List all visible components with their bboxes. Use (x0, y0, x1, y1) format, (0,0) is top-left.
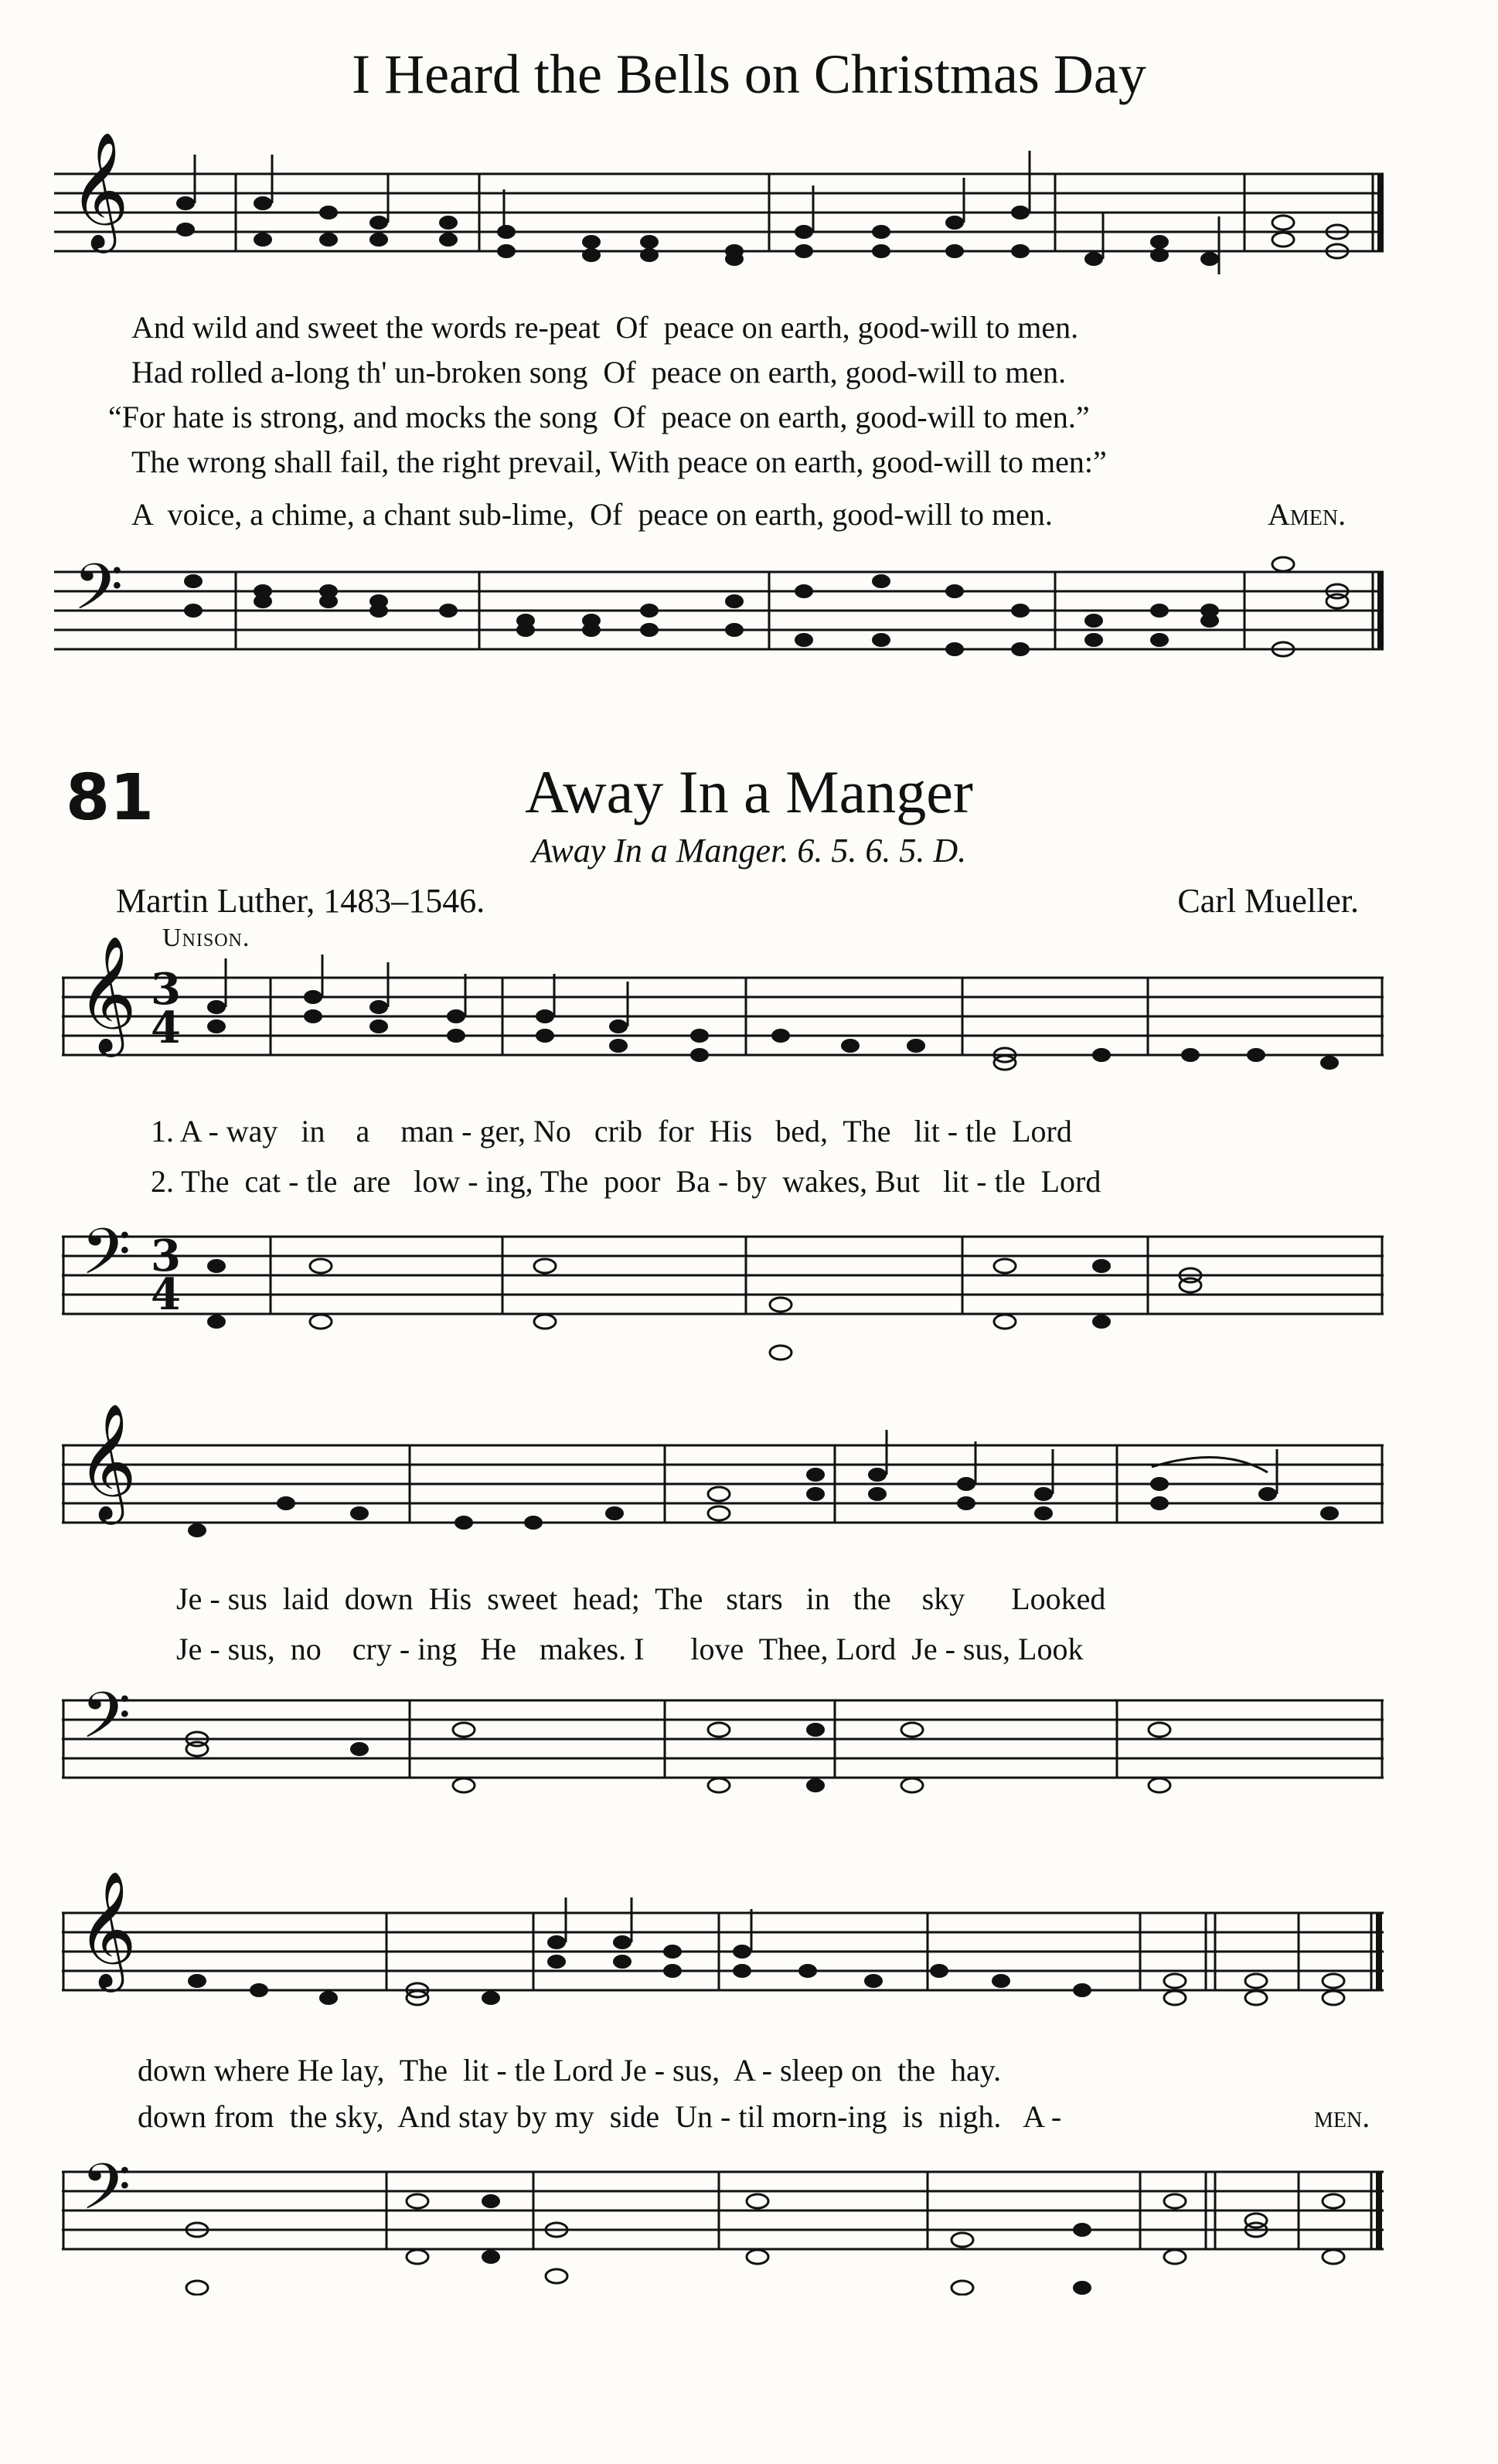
hymn-title: Away In a Manger (525, 758, 973, 825)
lyric-line: Je - sus laid down His sweet head; The stars in the sky Looked (176, 1581, 1106, 1616)
lyric-line: down from the sky, And stay by my side Un - til morn-ing is nigh. A - (138, 2099, 1070, 2134)
system-2-treble-staff (62, 1402, 1384, 1546)
system-3-treble-staff (62, 1870, 1384, 2013)
bass-clef-icon: 𝄢 (81, 2149, 131, 2240)
previous-hymn-title: I Heard the Bells on Christmas Day (352, 43, 1146, 105)
treble-clef-icon: 𝄞 (77, 1870, 137, 1987)
amen-label: Amen. (1268, 497, 1346, 532)
time-signature-icon: 3 4 (151, 964, 181, 1054)
previous-hymn-treble-staff (54, 131, 1384, 274)
bass-staff-lines (62, 2141, 1384, 2296)
hymn-number: 81 (66, 761, 155, 835)
lyric-line: “For hate is strong, and mocks the song Of peace on earth, good-will to men.” (108, 400, 1090, 434)
lyric-line: 2. The cat - tle are low - ing, The poor Ba - by wakes, But lit - tle Lord (151, 1164, 1101, 1199)
treble-staff-lines (62, 1414, 1384, 1546)
system-3-bass-staff (62, 2141, 1384, 2296)
previous-hymn-bass-staff (54, 541, 1384, 680)
system-1-bass-staff (62, 1206, 1384, 1368)
treble-staff-lines (54, 143, 1384, 274)
lyric-line: The wrong shall fail, the right prevail, With peace on earth, good-will to men:” (131, 444, 1107, 479)
composer: Carl Mueller. (1177, 882, 1359, 920)
amen-label: men. (1314, 2099, 1370, 2134)
bass-clef-icon: 𝄢 (81, 1214, 131, 1305)
treble-clef-icon: 𝄞 (77, 934, 137, 1052)
lyric-line: Had rolled a-long th' un-broken song Of peace on earth, good-will to men. (131, 355, 1067, 390)
lyric-line: 1. A - way in a man - ger, No crib for His bed, The lit - tle Lord (151, 1114, 1072, 1149)
bass-staff-lines (62, 1669, 1384, 1809)
treble-staff-lines (62, 1882, 1384, 2013)
treble-clef-icon: 𝄞 (77, 1402, 137, 1520)
time-signature-icon: 3 4 (151, 1230, 181, 1321)
lyric-line: A voice, a chime, a chant sub-lime, Of peace on earth, good-will to men. (131, 497, 1053, 532)
author: Martin Luther, 1483–1546. (116, 882, 485, 920)
system-2-bass-staff (62, 1669, 1384, 1809)
bass-clef-icon: 𝄢 (81, 1678, 131, 1768)
tune-meter: Away In a Manger. 6. 5. 6. 5. D. (531, 832, 967, 870)
bass-clef-icon: 𝄢 (73, 550, 124, 640)
treble-staff-lines (62, 947, 1384, 1078)
lyric-line: And wild and sweet the words re-peat Of peace on earth, good-will to men. (131, 310, 1079, 345)
bass-staff-lines (54, 541, 1384, 680)
treble-clef-icon: 𝄞 (70, 131, 129, 248)
lyric-line: Je - sus, no cry - ing He makes. I love Thee, Lord Je - sus, Look (176, 1632, 1084, 1666)
performance-direction: Unison. (162, 924, 250, 952)
bass-staff-lines (62, 1206, 1384, 1368)
lyric-line: down where He lay, The lit - tle Lord Je - sus, A - sleep on the hay. (138, 2053, 1002, 2088)
